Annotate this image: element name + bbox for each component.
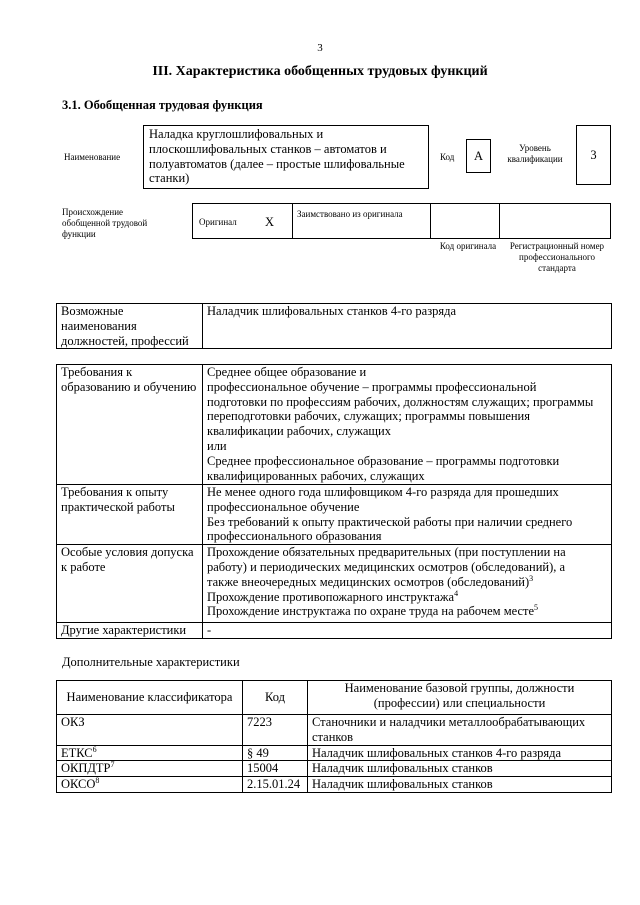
additional-table (56, 680, 612, 793)
other-value: - (203, 623, 612, 639)
admission-label: Особые условия допуска к работе (57, 545, 203, 623)
name-value: Наладка круглошлифовальных и плоскошлифовальных станков – автоматов и полуавтоматов (далее – простые шлифовальные станки) (143, 125, 429, 189)
experience-value: Не менее одного года шлифовщиком 4-го разряда для прошедших профессиональное обучение Без требований к опыту практической работы при наличии среднего профессионального образования (203, 485, 612, 545)
row-code: 15004 (243, 761, 308, 777)
original-label: Оригинал (199, 217, 237, 227)
row-code: § 49 (243, 745, 308, 761)
original-mark: X (265, 215, 275, 229)
page-number: 3 (317, 42, 323, 54)
table-row (57, 715, 612, 746)
admission-value: Прохождение обязательных предварительных (при поступлении на работу) и периодических медицинских осмотров (обследований), а также внеочередных медицинских осмотров (обследований)$^3$ Прохождение противопожарного инструктажа$^4$ Прохождение инструктажа по охране труда на рабочем месте$^5$ (203, 545, 612, 623)
row-classifier: ОКСО$^8$ (57, 777, 243, 793)
reg-number-label: Регистрационный номер профессионального стандарта (509, 241, 605, 273)
origin-table (192, 203, 611, 239)
footnote-5: 5 (534, 603, 539, 613)
col-header-code: Код (243, 681, 308, 715)
row-desc: Наладчик шлифовальных станков (308, 761, 612, 777)
row-classifier: ОКЗ (57, 715, 243, 746)
subsection-title: 3.1. Обобщенная трудовая функция (62, 98, 263, 112)
level-label: Уровень квалификации (507, 143, 563, 164)
col-header-name: Наименование базовой группы, должности (профессии) или специальности (308, 681, 612, 715)
education-value: Среднее общее образование и профессиональное обучение – программы профессиональной подготовки по профессиям рабочих, должностям служащих; программы переподготовки рабочих, служащих; программы повышения квалификации рабочих, служащих или Среднее профессиональное образование – программы подготовки квалифицированных рабочих, служащих (203, 365, 612, 485)
row-desc: Наладчик шлифовальных станков (308, 777, 612, 793)
col-header-classifier: Наименование классификатора (57, 681, 243, 715)
other-label: Другие характеристики (57, 623, 203, 639)
footnote-3: 3 (529, 573, 534, 583)
positions-table (56, 303, 612, 349)
positions-value: Наладчик шлифовальных станков 4-го разряда (203, 304, 612, 349)
row-desc: Станочники и наладчики металлообрабатывающих станков (308, 715, 612, 746)
row-classifier: ОКПДТР$^7$ (57, 761, 243, 777)
table-row (57, 777, 612, 793)
table-row (57, 745, 612, 761)
row-code: 2.15.01.24 (243, 777, 308, 793)
row-classifier: ЕТКС$^6$ (57, 745, 243, 761)
requirements-table (56, 364, 612, 639)
education-label: Требования к образованию и обучению (57, 365, 203, 485)
level-value: 3 (576, 125, 611, 185)
code-value: A (466, 139, 491, 173)
section-title: III. Характеристика обобщенных трудовых функций (152, 64, 488, 79)
borrowed-label: Заимствовано из оригинала (297, 209, 403, 219)
origin-label: Происхождение обобщенной трудовой функции (62, 207, 148, 239)
table-row (57, 761, 612, 777)
additional-title: Дополнительные характеристики (62, 655, 240, 669)
name-label: Наименование (64, 152, 121, 162)
experience-label: Требования к опыту практической работы (57, 485, 203, 545)
footnote-4: 4 (454, 588, 459, 598)
code-label: Код (440, 152, 455, 162)
positions-label: Возможные наименования должностей, профессий (57, 304, 203, 349)
original-code-label: Код оригинала (439, 241, 497, 251)
row-code: 7223 (243, 715, 308, 746)
row-desc: Наладчик шлифовальных станков 4-го разряда (308, 745, 612, 761)
